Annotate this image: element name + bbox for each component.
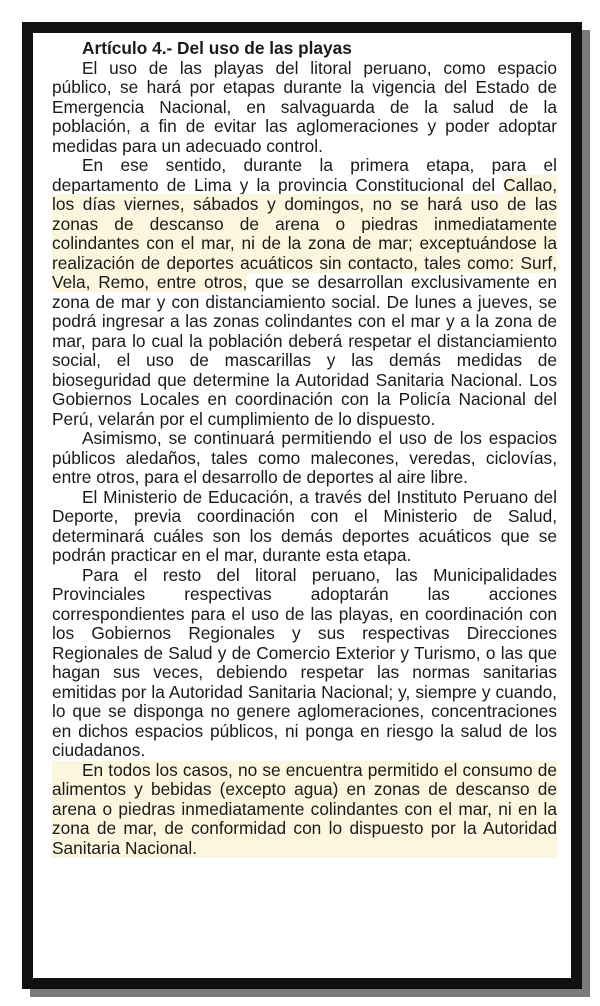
paragraph-text: Asimismo, se continuará permitiendo el uso de los espacios públicos aledaños, tales como malecones, veredas, ciclovías, entre otros, para el desarrollo de deportes al aire libre. (52, 428, 557, 487)
paragraph-text: El Ministerio de Educación, a través del Instituto Peruano del Deporte, previa coordinación con el Ministerio de Salud, determinará cuáles son los demás deportes acuáticos que se podrán practicar en el mar, durante esta etapa. (52, 486, 557, 565)
highlighted-text: Callao, los días viernes, sábados y domingos, no se hará uso de las zonas de descanso de arena o piedras inmediatamente colindantes con el mar, ni de la zona de mar; exceptuándose la realización de deportes acuáticos sin contacto, tales como: Surf, Vela, Remo, entre otros, (52, 174, 557, 292)
paragraph-2 (52, 156, 557, 429)
paragraph-text: que se desarrollan exclusivamente en zona de mar y con distanciamiento social. De lunes a jueves, se podrá ingresar a las zonas colindantes con el mar y a la zona de mar, para lo cual la población deberá respetar el distanciamiento social, el uso de mascarillas y las demás medidas de bioseguridad que determine la Autoridad Sanitaria Nacional. Los Gobiernos Locales en coordinación con la Policía Nacional del Perú, velarán por el cumplimiento de lo dispuesto. (52, 272, 557, 429)
paragraph-text: El uso de las playas del litoral peruano, como espacio público, se hará por etapas durante la vigencia del Estado de Emergencia Nacional, en salvaguarda de la salud de la población, a fin de evitar las aglomeraciones y poder adoptar medidas para un adecuado control. (52, 57, 557, 156)
highlighted-text: En todos los casos, no se encuentra permitido el consumo de alimentos y bebidas (excepto agua) en zonas de descanso de arena o piedras inmediatamente colindantes con el mar, ni en la zona de mar, de conformidad con lo dispuesto por la Autoridad Sanitaria Nacional. (52, 759, 557, 858)
paragraph-1 (52, 59, 557, 157)
paragraph-5 (52, 566, 557, 761)
article-title: Artículo 4.- Del uso de las playas (82, 38, 352, 58)
article-body (52, 39, 557, 858)
paragraph-4 (52, 488, 557, 566)
paragraph-text: En ese sentido, durante la primera etapa, para el departamento de Lima y la provincia Constitucional del (52, 155, 557, 195)
paragraph-6 (52, 761, 557, 859)
paragraph-3 (52, 429, 557, 488)
paragraph-text: Para el resto del litoral peruano, las Municipalidades Provinciales respectivas adoptarán las acciones correspondientes para el uso de las playas, en coordinación con los Gobiernos Regionales y sus respectivas Direcciones Regionales de Salud y de Comercio Exterior y Turismo, o las que hagan sus veces, debiendo respetar las normas sanitarias emitidas por la Autoridad Sanitaria Nacional; y, siempre y cuando, lo que se disponga no genere aglomeraciones, concentraciones en dichos espacios públicos, ni ponga en riesgo la salud de los ciudadanos. (52, 564, 557, 760)
